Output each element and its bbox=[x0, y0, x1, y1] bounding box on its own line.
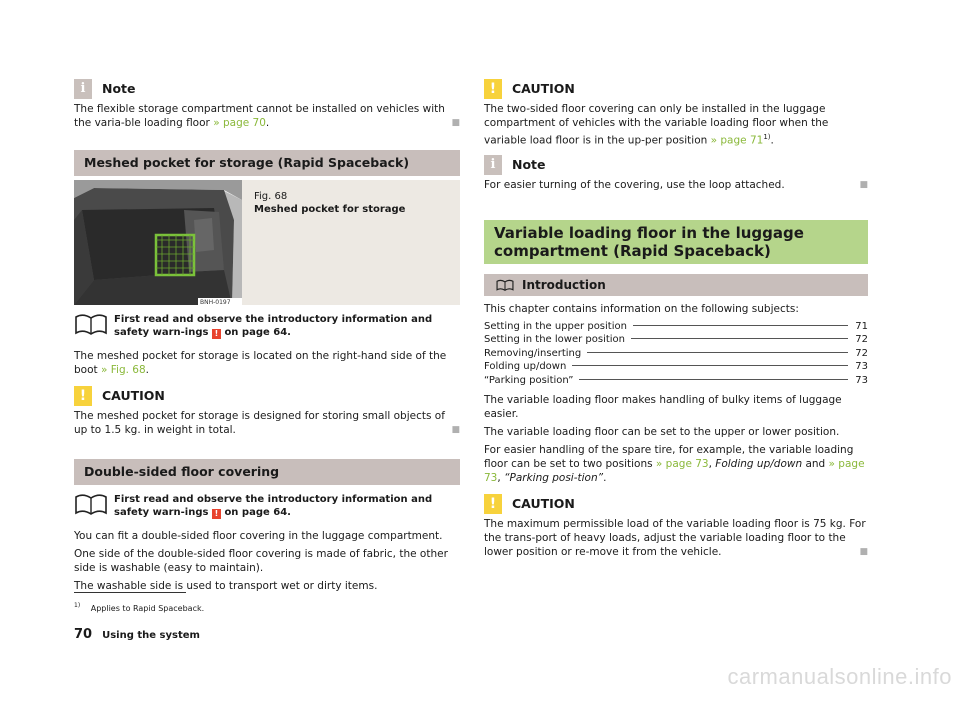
figure-image bbox=[74, 180, 242, 305]
page-link[interactable]: » page 73 bbox=[484, 458, 865, 484]
toc-page: 73 bbox=[855, 374, 868, 386]
footnote-ref: 1) bbox=[763, 133, 771, 141]
chapter-heading: Variable loading floor in the luggage compartment (Rapid Spaceback) bbox=[484, 220, 868, 264]
page-link[interactable]: on page 64. bbox=[224, 327, 291, 338]
caution-text: The meshed pocket for storage is designed for storing small objects of up to 1.5 kg. in weight in total. ■ bbox=[74, 410, 460, 436]
toc-label: Removing/inserting bbox=[484, 347, 582, 359]
open-book-icon bbox=[496, 279, 514, 291]
caution-text: The two-sided floor covering can only be installed in the luggage compartment of vehicles with the variable loading floor when the variable load floor is in the up-per position » page 71$^{1)}$. bbox=[484, 103, 829, 147]
caution-label: CAUTION bbox=[102, 388, 165, 403]
toc-page: 72 bbox=[855, 334, 868, 345]
caution-icon: ! bbox=[74, 386, 92, 406]
toc-leader bbox=[587, 352, 848, 353]
paragraph: You can fit a double-sided floor covering in the luggage compartment. bbox=[74, 530, 443, 542]
caution-icon: ! bbox=[484, 79, 502, 99]
read-first-notice: First read and observe the introductory information and safety warn-ings ! on page 64. bbox=[74, 493, 460, 519]
luggage-compartment-illustration bbox=[74, 180, 242, 305]
figure-title: Meshed pocket for storage bbox=[254, 204, 406, 215]
toc-label: Setting in the upper position bbox=[484, 320, 627, 332]
caution-heading bbox=[484, 493, 868, 515]
footnote-rule bbox=[74, 592, 186, 593]
note-heading bbox=[74, 78, 460, 100]
page-link[interactable]: » page 70 bbox=[213, 117, 266, 129]
open-book-icon bbox=[74, 493, 108, 515]
toc-entry[interactable] bbox=[484, 320, 868, 334]
info-icon: i bbox=[484, 155, 502, 175]
figure-link[interactable]: » Fig. 68 bbox=[100, 364, 146, 376]
toc-page: 71 bbox=[855, 320, 868, 332]
figure-code: BNH-0197 bbox=[200, 299, 231, 305]
end-mark-icon: ■ bbox=[859, 179, 868, 190]
section-name: Using the system bbox=[102, 630, 200, 641]
paragraph: The variable loading floor can be set to the upper or lower position. bbox=[484, 426, 840, 438]
caution-text: The maximum permissible load of the variable loading floor is 75 kg. For the trans-port of heavy loads, adjust the variable loading floor to the lower position or re-move it from the vehicle. ■ bbox=[484, 518, 868, 558]
warning-icon: ! bbox=[212, 329, 221, 339]
figure-caption bbox=[242, 180, 405, 305]
watermark: carmanualsonline.info bbox=[727, 664, 952, 689]
page-number: 70 bbox=[74, 627, 93, 642]
caution-heading bbox=[74, 385, 460, 407]
introduction-heading: Introduction bbox=[484, 274, 868, 296]
note-text: The flexible storage compartment cannot be installed on vehicles with the varia-ble loading floor » page 70. ■ bbox=[74, 103, 460, 129]
toc-label: Folding up/down bbox=[484, 361, 567, 372]
caution-label: CAUTION bbox=[512, 496, 575, 511]
toc-label: Setting in the lower position bbox=[484, 334, 625, 345]
footnote bbox=[74, 592, 460, 616]
paragraph: The washable side is used to transport wet or dirty items. bbox=[74, 580, 378, 592]
page-link[interactable]: » page 71 bbox=[710, 134, 764, 147]
section-heading-floor-covering: Double-sided floor covering bbox=[74, 459, 460, 485]
intro-text: This chapter contains information on the following subjects: bbox=[484, 302, 799, 315]
figure-number: Fig. 68 bbox=[254, 191, 288, 202]
toc-label: “Parking position” bbox=[484, 374, 574, 386]
toc-entry[interactable] bbox=[484, 333, 868, 347]
meshed-pocket-text: The meshed pocket for storage is located on the right-hand side of the boot » Fig. 68. bbox=[74, 350, 447, 376]
paragraph: One side of the double-sided floor covering is made of fabric, the other side is washable (easy to maintain). bbox=[74, 548, 448, 574]
note-label: Note bbox=[102, 81, 136, 96]
toc-entry[interactable] bbox=[484, 374, 868, 388]
page-link[interactable]: » page 73 bbox=[655, 458, 709, 470]
toc-leader bbox=[572, 365, 848, 366]
read-first-notice: First read and observe the introductory information and safety warn-ings ! on page 64. bbox=[74, 313, 460, 339]
toc-leader bbox=[633, 325, 848, 326]
note-text: For easier turning of the covering, use the loop attached. ■ bbox=[484, 178, 868, 191]
info-icon: i bbox=[74, 79, 92, 99]
page-footer bbox=[74, 628, 200, 643]
paragraph: The variable loading floor makes handling of bulky items of luggage easier. bbox=[484, 394, 842, 420]
end-mark-icon: ■ bbox=[451, 118, 460, 128]
warning-icon: ! bbox=[212, 509, 221, 519]
caution-heading bbox=[484, 78, 868, 100]
page-link[interactable]: on page 64. bbox=[224, 507, 291, 518]
footnote-mark: 1) bbox=[74, 602, 81, 609]
end-mark-icon: ■ bbox=[451, 425, 460, 435]
toc-leader bbox=[631, 338, 848, 339]
toc-page: 73 bbox=[855, 361, 868, 372]
toc-page: 72 bbox=[855, 347, 868, 359]
figure-68 bbox=[74, 180, 460, 305]
left-column bbox=[74, 78, 460, 597]
note-label: Note bbox=[512, 156, 546, 172]
section-heading-meshed-pocket: Meshed pocket for storage (Rapid Spaceback) bbox=[74, 150, 460, 176]
caution-icon: ! bbox=[484, 494, 502, 514]
table-of-contents bbox=[484, 320, 868, 388]
toc-leader bbox=[579, 379, 848, 380]
toc-entry[interactable] bbox=[484, 347, 868, 361]
toc-entry[interactable] bbox=[484, 360, 868, 374]
note-heading bbox=[484, 154, 868, 176]
caution-label: CAUTION bbox=[512, 81, 575, 96]
paragraph: For easier handling of the spare tire, for example, the variable loading floor can be set to two positions » page 73, Folding up/down and » page 73, “Parking posi-tion”. bbox=[484, 444, 865, 484]
end-mark-icon: ■ bbox=[859, 547, 868, 557]
right-column bbox=[484, 78, 868, 563]
open-book-icon bbox=[74, 313, 108, 335]
footnote-text: Applies to Rapid Spaceback. bbox=[90, 603, 205, 613]
